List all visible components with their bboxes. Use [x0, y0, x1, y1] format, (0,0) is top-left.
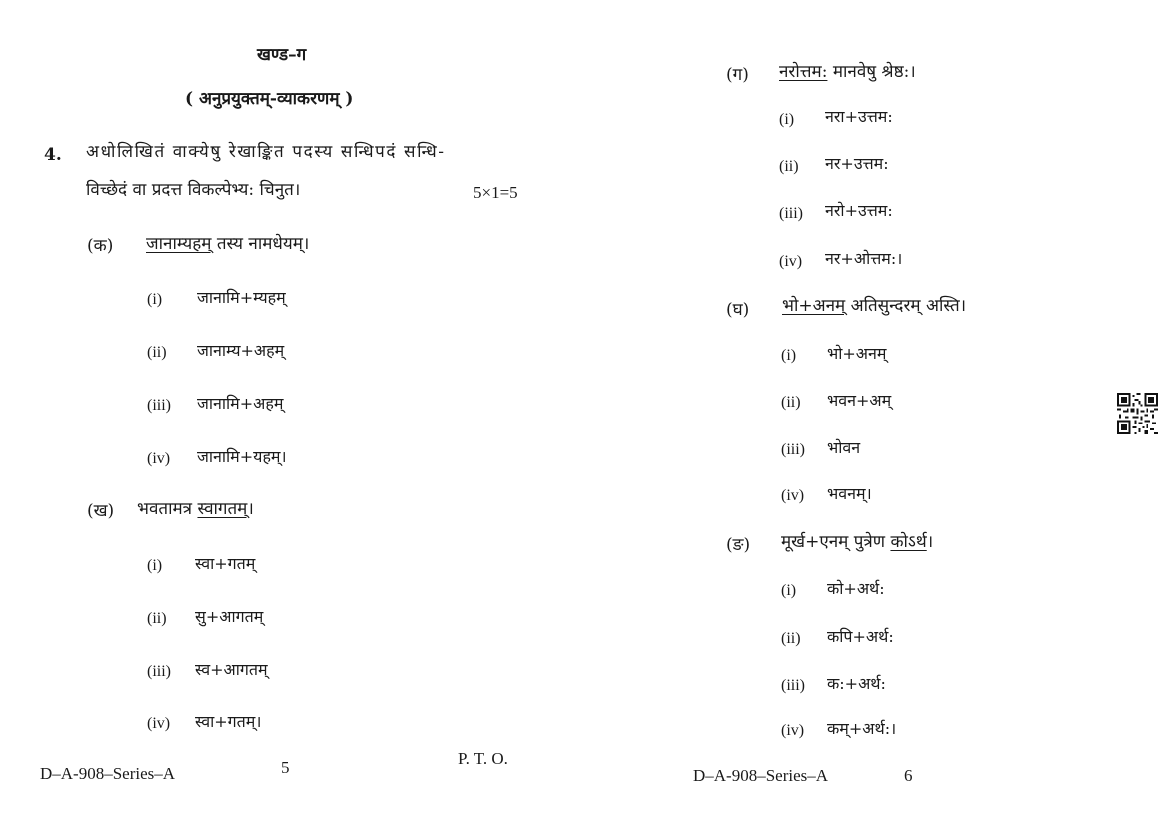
- option-num: (iv): [781, 722, 805, 739]
- option-num: (i): [781, 582, 797, 599]
- part-kha-sentence: [137, 501, 254, 518]
- option-num: (iii): [781, 441, 805, 458]
- option-num: (iv): [147, 450, 171, 467]
- question-number: 4.: [44, 145, 62, 165]
- option-text: नर+उत्तम:: [825, 154, 889, 173]
- option-num: (ii): [779, 158, 799, 175]
- option-text: नर+ओत्तम:।: [825, 249, 903, 268]
- option-num: (ii): [147, 610, 167, 627]
- question-marks: 5×1=5: [473, 183, 518, 202]
- part-ga-label: (ग): [726, 65, 749, 85]
- option-text: स्वा+गतम्।: [195, 712, 262, 731]
- page-number-left: 5: [281, 758, 290, 777]
- qr-code-icon: [1117, 393, 1158, 434]
- sentence-before: भवतामत्र: [137, 499, 198, 519]
- option-num: (iv): [147, 715, 171, 732]
- part-ga-sentence: [779, 64, 916, 81]
- option-text: भवन+अम्: [827, 391, 892, 410]
- footer-code-right: D–A-908–Series–A: [693, 766, 829, 785]
- sentence-before: मूर्ख+एनम् पुत्रेण: [781, 532, 891, 552]
- sentence-rest: तस्य नामधेयम्।: [211, 234, 310, 254]
- page-number-right: 6: [904, 766, 913, 785]
- part-ka-sentence: [146, 236, 309, 253]
- option-num: (i): [147, 291, 163, 308]
- option-num: (iii): [781, 677, 805, 694]
- sentence-rest: ।: [926, 532, 934, 552]
- option-text: नरा+उत्तम:: [825, 107, 893, 126]
- option-text: को+अर्थ:: [827, 579, 885, 598]
- underlined-word: स्वागतम्: [197, 499, 248, 519]
- underlined-word: भो+अनम्: [782, 296, 846, 316]
- option-text: जानाम्य+अहम्: [197, 341, 285, 360]
- section-title: खण्ड–ग: [257, 45, 307, 65]
- option-text: भोवन: [827, 438, 861, 457]
- part-gha-label: (घ): [726, 300, 750, 320]
- section-subtitle: ( अनुप्रयुक्तम्-व्याकरणम् ): [185, 89, 354, 109]
- option-num: (i): [781, 347, 797, 364]
- option-num: (ii): [147, 344, 167, 361]
- option-num: (iv): [779, 253, 803, 270]
- option-text: भवनम्।: [827, 484, 872, 503]
- part-ka-label: (क): [87, 236, 114, 256]
- option-num: (iii): [779, 205, 803, 222]
- option-text: जानामि+यहम्।: [197, 447, 287, 466]
- part-kha-label: (ख): [87, 501, 115, 521]
- option-text: स्व+आगतम्: [195, 660, 268, 679]
- underlined-word: जानाम्यहम्: [146, 234, 212, 254]
- option-text: क:+अर्थ:: [827, 674, 886, 693]
- footer-code-left: D–A-908–Series–A: [40, 764, 176, 783]
- option-num: (ii): [781, 394, 801, 411]
- option-num: (iii): [147, 663, 171, 680]
- option-text: स्वा+गतम्: [195, 554, 256, 573]
- option-text: भो+अनम्: [827, 344, 887, 363]
- option-num: (i): [147, 557, 163, 574]
- option-text: जानामि+म्यहम्: [197, 288, 286, 307]
- part-nga-sentence: [781, 534, 933, 551]
- option-num: (ii): [781, 630, 801, 647]
- underlined-word: नरोत्तम:: [779, 62, 828, 82]
- sentence-rest: अतिसुन्दरम् अस्ति।: [845, 296, 967, 316]
- sentence-rest: मानवेषु श्रेष्ठ:।: [827, 62, 916, 82]
- option-num: (i): [779, 111, 795, 128]
- option-text: कम्+अर्थ:।: [827, 719, 897, 738]
- part-nga-label: (ङ): [726, 535, 751, 555]
- question-line-1: अधोलिखितं वाक्येषु रेखाङ्कित पदस्य सन्धिपदं सन्धि-: [86, 142, 446, 162]
- option-text: सु+आगतम्: [195, 607, 264, 626]
- pto-label: P. T. O.: [458, 749, 508, 768]
- sentence-rest: ।: [247, 499, 254, 519]
- underlined-word: कोऽर्थ: [890, 532, 927, 552]
- option-text: कपि+अर्थ:: [827, 627, 894, 646]
- option-text: जानामि+अहम्: [197, 394, 284, 413]
- part-gha-sentence: [782, 298, 966, 315]
- option-text: नरो+उत्तम:: [825, 201, 893, 220]
- question-line-2: विच्छेदं वा प्रदत्त विकल्पेभ्य: चिनुत।: [86, 180, 301, 200]
- option-num: (iv): [781, 487, 805, 504]
- option-num: (iii): [147, 397, 171, 414]
